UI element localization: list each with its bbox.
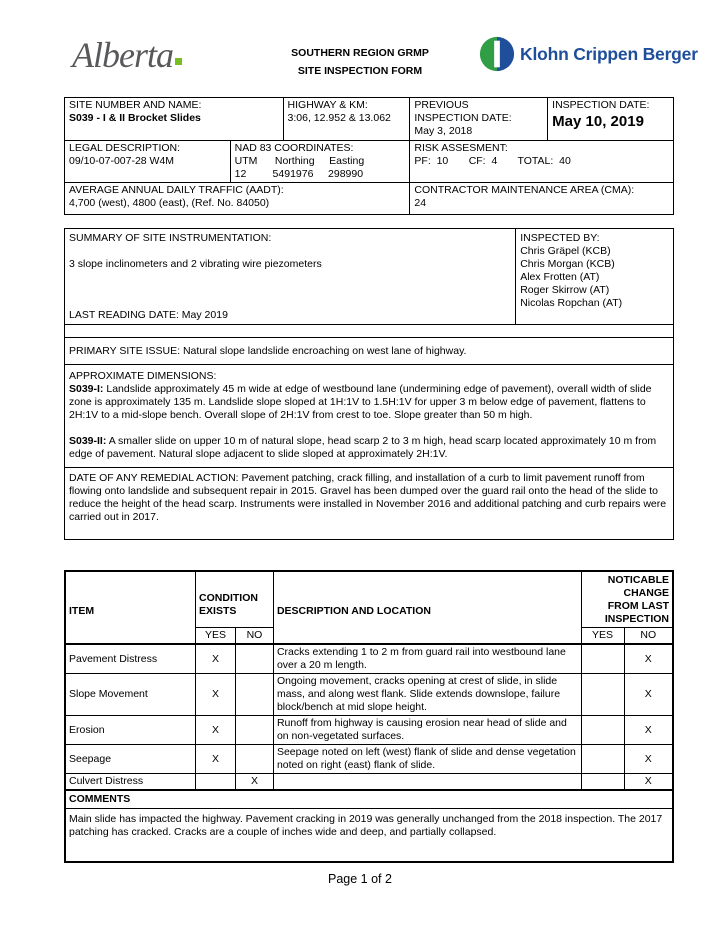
table-row: Culvert Distress X X	[65, 774, 673, 791]
site-details-table	[64, 228, 674, 540]
col-description-header: DESCRIPTION AND LOCATION	[273, 571, 581, 644]
inspection-items-table	[64, 570, 674, 863]
kcb-logo	[478, 34, 698, 74]
col-item-header: ITEM	[65, 571, 196, 644]
change-yes-header: YES	[581, 628, 624, 645]
remedial-action-cell: DATE OF ANY REMEDIAL ACTION: Pavement patching, crack filling, and installation of a curb to limit pavement runoff from flowing onto landslide and subsequent repair in 2015. Gravel has been dumped over the guard rail onto the head of the slide to reduce the height of the head scarp. Instruments were installed in November 2016 and additional patching and curb repairs were carried out in 2017.	[65, 468, 674, 540]
spacer-row	[65, 325, 674, 338]
site-info-table	[64, 97, 674, 215]
condition-yes-header: YES	[196, 628, 236, 645]
table-row: Seepage X Seepage noted on left (west) flank of slide and dense vegetation noted on right (east) flank of slide. X	[65, 745, 673, 774]
site-name-cell: SITE NUMBER AND NAME: S039 - I & II Brocket Slides	[65, 98, 284, 141]
legal-description-cell: LEGAL DESCRIPTION: 09/10-07-007-28 W4M	[65, 141, 231, 183]
nad-coordinates-cell: NAD 83 COORDINATES: UTM Northing Easting 12 5491976 298990	[230, 141, 410, 183]
alberta-logo-square-icon	[175, 58, 182, 65]
cma-cell: CONTRACTOR MAINTENANCE AREA (CMA): 24	[410, 183, 674, 215]
kcb-name: Klohn Crippen Berger	[520, 43, 698, 64]
instrumentation-cell: SUMMARY OF SITE INSTRUMENTATION: 3 slope inclinometers and 2 vibrating wire piezometers LAST READING DATE: May 2019	[65, 229, 516, 325]
previous-inspection-cell: PREVIOUS INSPECTION DATE: May 3, 2018	[410, 98, 548, 141]
col-change-header: NOTICABLE CHANGE FROM LAST INSPECTION	[581, 571, 673, 628]
dimensions-s039-ii: S039-II: A smaller slide on upper 10 m of natural slope, head scarp 2 to 3 m high, head scarp located approximately 10 m from edge of pavement. Natural slope adjacent to slide sloped at approximately 2H:1V.	[69, 435, 657, 460]
inspected-by-cell: INSPECTED BY: Chris Gräpel (KCB) Chris Morgan (KCB) Alex Frotten (AT) Roger Skirrow (AT) Nicolas Ropchan (AT)	[516, 229, 674, 325]
aadt-cell: AVERAGE ANNUAL DAILY TRAFFIC (AADT): 4,700 (west), 4800 (east), (Ref. No. 84050)	[65, 183, 410, 215]
col-condition-header: CONDITION EXISTS	[196, 571, 274, 628]
page-header	[0, 28, 720, 88]
page-number: Page 1 of 2	[328, 872, 392, 886]
comments-label: COMMENTS	[65, 790, 673, 808]
comments-text: Main slide has impacted the highway. Pavement cracking in 2019 was generally unchanged from the 2018 inspection. The 2017 patching has cracked. Cracks are a couple of inches wide and deep, and partially collapsed.	[65, 808, 673, 862]
condition-no-header: NO	[236, 628, 274, 645]
change-no-header: NO	[624, 628, 673, 645]
risk-assessment-cell: RISK ASSESMENT: PF: 10 CF: 4 TOTAL: 40	[410, 141, 674, 183]
dimensions-cell: APPROXIMATE DIMENSIONS: S039-I: Landslide approximately 45 m wide at edge of westbound lane (undermining edge of pavement), overall width of slide zone is approximately 135 m. Landslide slope sloped at 1H:1V to 1.5H:1V for upper 3 m below edge of pavement, flattens to 2H:1V to a mid-slope bench. Overall slope of 2H:1V from crest to toe. Slope greater than 50 m high. S039-II: A smaller slide on upper 10 m of natural slope, head scarp 2 to 3 m high, head scarp located approximately 10 m from edge of pavement. Natural slope adjacent to slide sloped at approximately 2H:1V.	[65, 365, 674, 468]
form-title: SOUTHERN REGION GRMP SITE INSPECTION FORM	[291, 47, 429, 77]
table-row: Erosion X Runoff from highway is causing erosion near head of slide and on non-vegetated surfaces. X	[65, 716, 673, 745]
highway-cell: HIGHWAY & KM: 3:06, 12.952 & 13.062	[283, 98, 410, 141]
alberta-logo: Alberta	[72, 34, 182, 76]
kcb-mark-icon	[478, 35, 516, 73]
dimensions-s039-i: S039-I: Landslide approximately 45 m wide at edge of westbound lane (undermining edge of pavement), overall width of slide zone is approximately 135 m. Landslide slope sloped at 1H:1V to 1.5H:1V for upper 3 m below edge of pavement, flattens to 2H:1V to a mid-slope bench. Overall slope of 2H:1V from crest to toe. Slope greater than 50 m high.	[69, 383, 652, 421]
table-row: Pavement Distress X Cracks extending 1 to 2 m from guard rail into westbound lane over a 20 m length. X	[65, 644, 673, 674]
primary-issue-cell: PRIMARY SITE ISSUE: Natural slope landslide encroaching on west lane of highway.	[65, 338, 674, 365]
table-row: Slope Movement X Ongoing movement, cracks opening at crest of slide, in slide mass, and along west flank. Slide extends downslope, failure block/bench at mid slope height. X	[65, 674, 673, 716]
inspection-date-cell: INSPECTION DATE: May 10, 2019	[548, 98, 674, 141]
